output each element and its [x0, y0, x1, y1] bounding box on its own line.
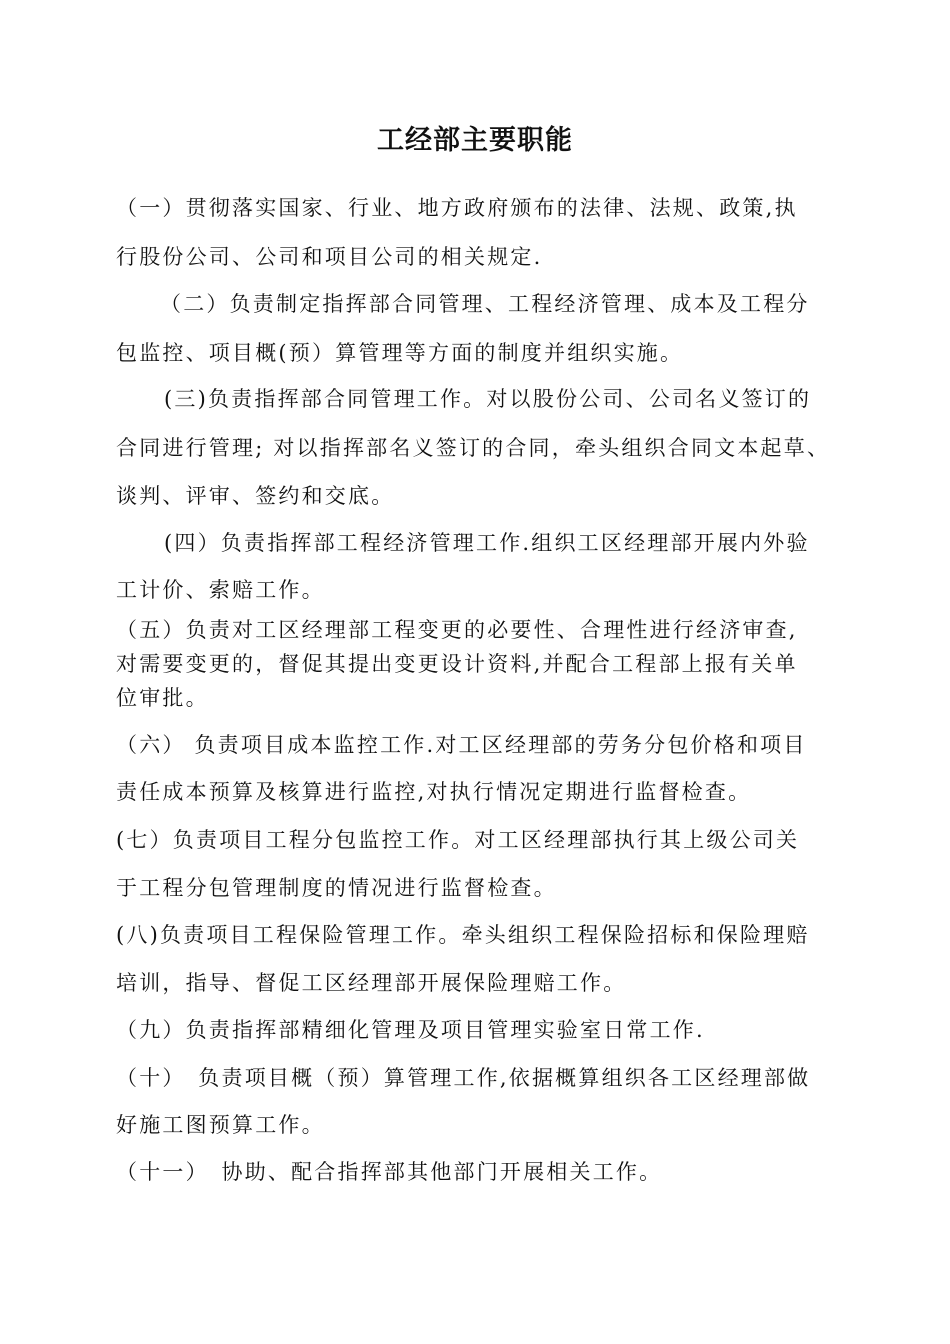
paragraph-8-line-2: 培训，指导、督促工区经理部开展保险理赔工作。 [116, 971, 627, 995]
paragraph-5-line-2: 对需要变更的，督促其提出变更设计资料,并配合工程部上报有关单 [116, 652, 798, 676]
paragraph-6-line-1: （六） 负责项目成本监控工作.对工区经理部的劳务分包价格和项目 [116, 733, 807, 757]
document-title: 工经部主要职能 [377, 125, 573, 156]
paragraph-5-line-1: （五）负责对工区经理部工程变更的必要性、合理性进行经济审查, [116, 618, 798, 642]
paragraph-2-line-2: 包监控、项目概(预）算管理等方面的制度并组织实施。 [116, 341, 684, 365]
paragraph-3-line-2: 合同进行管理; 对以指挥部名义签订的合同，牵头组织合同文本起草、 [116, 436, 831, 460]
paragraph-1-line-2: 行股份公司、公司和项目公司的相关规定. [116, 245, 543, 269]
paragraph-4-line-1: (四）负责指挥部工程经济管理工作.组织工区经理部开展内外验 [164, 531, 810, 555]
paragraph-4-line-2: 工计价、索赔工作。 [116, 578, 325, 602]
paragraph-10-line-1: （十） 负责项目概（预）算管理工作,依据概算组织各工区经理部做 [116, 1066, 811, 1090]
paragraph-10-line-2: 好施工图预算工作。 [116, 1113, 325, 1137]
paragraph-7-line-1: (七）负责项目工程分包监控工作。对工区经理部执行其上级公司关 [116, 828, 800, 852]
paragraph-7-line-2: 于工程分包管理制度的情况进行监督检查。 [116, 876, 557, 900]
paragraph-9-line-1: （九）负责指挥部精细化管理及项目管理实验室日常工作. [116, 1018, 705, 1042]
paragraph-11-line-1: （十一） 协助、配合指挥部其他部门开展相关工作。 [116, 1160, 663, 1184]
paragraph-3-line-1: (三)负责指挥部合同管理工作。对以股份公司、公司名义签订的 [164, 387, 812, 411]
paragraph-1-line-1: （一）贯彻落实国家、行业、地方政府颁布的法律、法规、政策,执 [116, 196, 798, 220]
paragraph-8-line-1: (八)负责项目工程保险管理工作。牵头组织工程保险招标和保险理赔 [116, 923, 810, 947]
paragraph-2-line-1: （二）负责制定指挥部合同管理、工程经济管理、成本及工程分 [160, 292, 810, 316]
paragraph-6-line-2: 责任成本预算及核算进行监控,对执行情况定期进行监督检查。 [116, 780, 752, 804]
paragraph-5-line-3: 位审批。 [116, 686, 209, 710]
paragraph-3-line-3: 谈判、评审、签约和交底。 [116, 484, 395, 508]
